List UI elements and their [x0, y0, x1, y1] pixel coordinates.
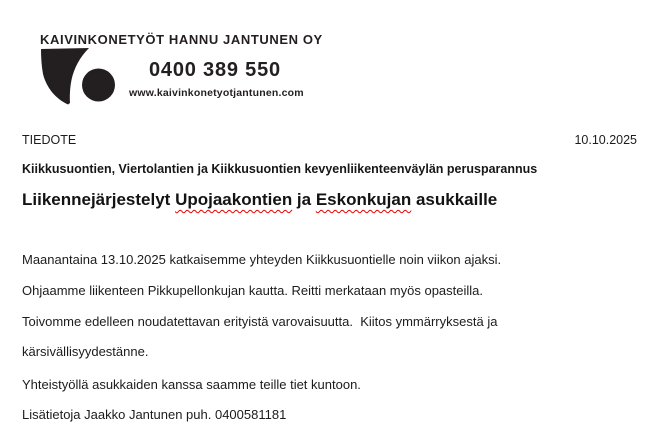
- excavator-logo-icon: [41, 48, 116, 106]
- logo-wedge-shape: [41, 48, 89, 105]
- title-text-middle: ja: [292, 190, 316, 209]
- body-line-2: Ohjaamme liikenteen Pikkupellonkujan kautta. Reitti merkataan myös opasteilla.: [22, 283, 484, 298]
- doc-date: 10.10.2025: [574, 133, 637, 147]
- title-misspelled-word-1: Upojaakontien: [175, 190, 293, 209]
- body-line-1: Maanantaina 13.10.2025 katkaisemme yhteyden Kiikkusuontielle noin viikon ajaksi.: [22, 252, 502, 267]
- phone-number: 0400 389 550: [149, 59, 281, 81]
- company-logo: [41, 48, 116, 106]
- page-title: [22, 190, 497, 210]
- body-line-6: Lisätietoja Jaakko Jantunen puh. 0400581181: [22, 407, 287, 422]
- title-misspelled-word-2: Eskonkujan: [315, 190, 412, 209]
- body-line-5: Yhteistyöllä asukkaiden kanssa saamme teille tiet kuntoon.: [22, 377, 361, 392]
- body-line-4: kärsivällisyydestänne.: [22, 344, 149, 359]
- title-text-prefix: Liikennejärjestelyt: [22, 190, 176, 209]
- logo-wheel-circle: [82, 69, 115, 102]
- doc-type-label: TIEDOTE: [22, 133, 77, 147]
- body-line-3: Toivomme edelleen noudatettavan erityistä varovaisuutta. Kiitos ymmärryksestä ja: [22, 314, 498, 329]
- website-url: www.kaivinkonetyotjantunen.com: [129, 87, 304, 99]
- company-name: KAIVINKONETYÖT HANNU JANTUNEN OY: [40, 32, 323, 47]
- subject-line: Kiikkusuontien, Viertolantien ja Kiikkusuontien kevyenliikenteenväylän perusparannus: [22, 162, 538, 176]
- title-text-suffix: asukkaille: [411, 190, 498, 209]
